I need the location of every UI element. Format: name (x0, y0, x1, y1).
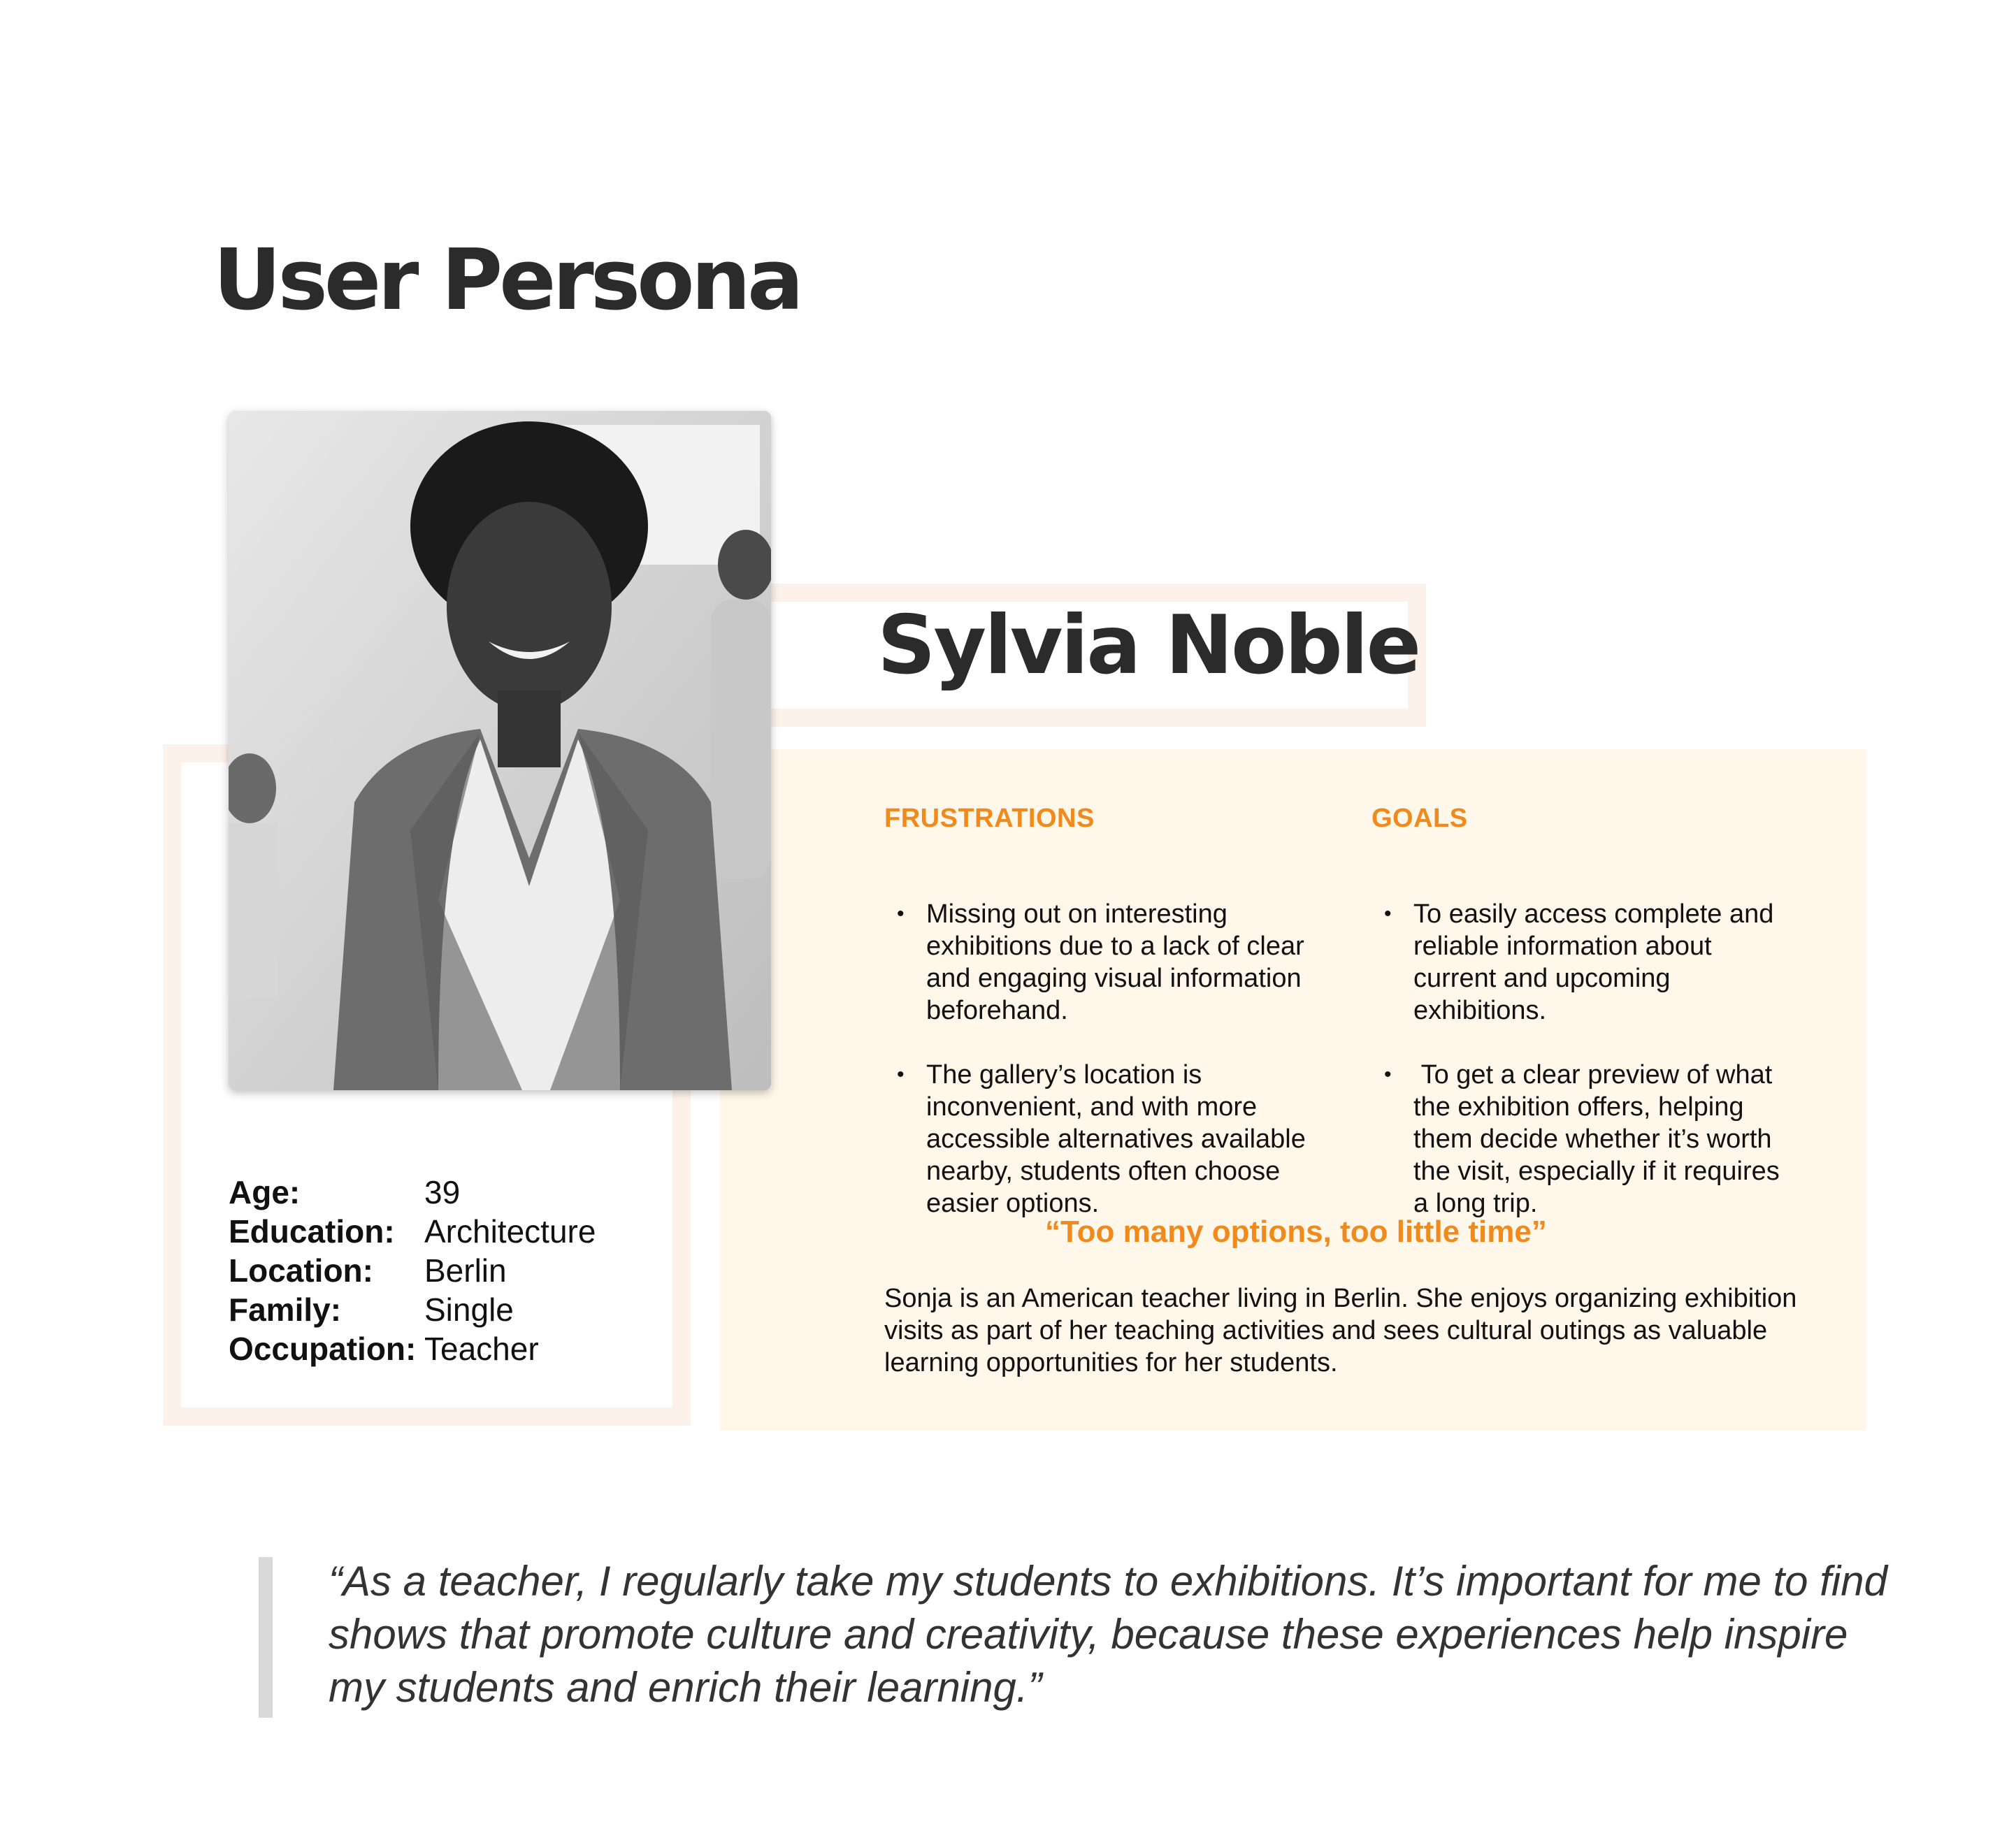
persona-bio: Sonja is an American teacher living in Berlin. She enjoys organizing exhibition visits as part of her teaching activities and sees cultural outings as valuable learning opportunities for her students. (884, 1284, 1797, 1377)
demographic-row-location (229, 1251, 662, 1290)
bullet-icon: • (1384, 902, 1392, 925)
goals-title: GOALS (1371, 804, 1468, 833)
frustration-text: The gallery’s location is inconvenient, and with more accessible alternatives available nearby, students often choose easier options. (926, 1060, 1306, 1218)
list-item (1371, 1059, 1791, 1220)
frustration-text: Missing out on interesting exhibitions due to a lack of clear and engaging visual information beforehand. (926, 899, 1304, 1025)
occupation-label: Occupation: (229, 1331, 417, 1367)
demographic-row-occupation (229, 1329, 662, 1368)
occupation-value: Teacher (424, 1331, 539, 1367)
frustrations-title: FRUSTRATIONS (884, 804, 1095, 833)
location-value: Berlin (424, 1252, 507, 1289)
goal-text: To get a clear preview of what the exhibition offers, helping them decide whether it’s worth the visit, especially if it requires a long trip. (1413, 1060, 1787, 1218)
list-item (1371, 898, 1791, 1027)
persona-tagline: “Too many options, too little time” (1045, 1215, 1547, 1249)
persona-photo (229, 411, 771, 1090)
goal-text: To easily access complete and reliable information about current and upcoming exhibitions. (1413, 899, 1774, 1025)
bullet-icon: • (1384, 1063, 1392, 1086)
location-label: Location: (229, 1252, 373, 1289)
demographic-row-family (229, 1290, 662, 1329)
family-label: Family: (229, 1291, 342, 1328)
education-value: Architecture (424, 1213, 596, 1250)
quote-bar (259, 1557, 273, 1718)
age-label: Age: (229, 1174, 301, 1210)
goals-list (1371, 898, 1791, 1220)
frustrations-section (884, 804, 1332, 1252)
list-item (884, 898, 1332, 1027)
demographic-row-education (229, 1212, 662, 1251)
education-label: Education: (229, 1213, 395, 1250)
age-value: 39 (424, 1174, 461, 1210)
demographics-list (229, 1173, 662, 1368)
bullet-icon: • (897, 902, 905, 925)
page-title: User Persona (213, 232, 800, 329)
persona-name: Sylvia Noble (877, 598, 1420, 693)
goals-section (1371, 804, 1791, 1252)
list-item (884, 1059, 1332, 1220)
frustrations-list (884, 898, 1332, 1220)
bullet-icon: • (897, 1063, 905, 1086)
demographic-row-age (229, 1173, 662, 1212)
persona-quote: “As a teacher, I regularly take my students to exhibitions. It’s important for me to find shows that promote culture and creativity, because these experiences help inspire my students and enrich their learning.” (329, 1558, 1887, 1711)
family-value: Single (424, 1291, 514, 1328)
